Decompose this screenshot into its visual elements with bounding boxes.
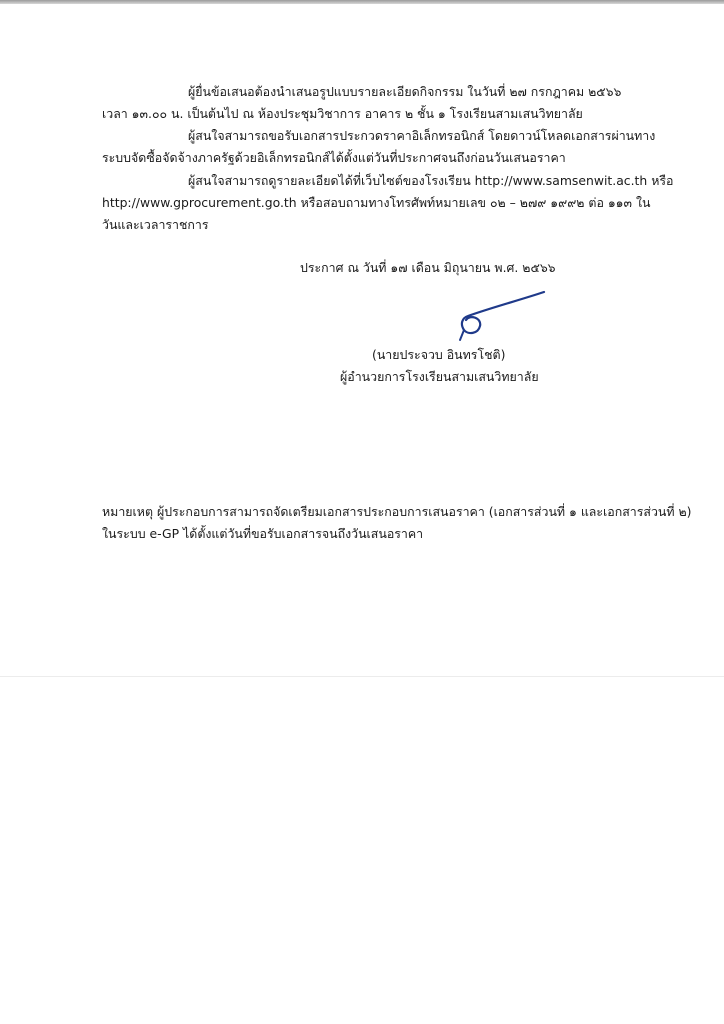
signer-name: (นายประจวบ อินทรโชติ) [372,347,506,362]
signer-position: ผู้อำนวยการโรงเรียนสามเสนวิทยาลัย [340,369,539,384]
paragraph-2-line-1: ผู้สนใจสามารถขอรับเอกสารประกวดราคาอิเล็กทรอนิกส์ โดยดาวน์โหลดเอกสารผ่านทาง [188,128,656,143]
note-line-1: หมายเหตุ ผู้ประกอบการสามารถจัดเตรียมเอกสารประกอบการเสนอราคา (เอกสารส่วนที่ ๑ และเอกสารส่วนที่ ๒) [102,504,692,519]
signature-image [440,286,560,346]
page-fold-line [0,676,724,677]
note-line-2: ในระบบ e-GP ได้ตั้งแต่วันที่ขอรับเอกสารจนถึงวันเสนอราคา [102,526,424,541]
paragraph-3-line-3: วันและเวลาราชการ [102,217,209,232]
paragraph-1-line-1: ผู้ยื่นข้อเสนอต้องนำเสนอรูปแบบรายละเอียดกิจกรรม ในวันที่ ๒๗ กรกฎาคม ๒๕๖๖ [188,84,622,99]
paragraph-3-line-2: http://www.gprocurement.go.th หรือสอบถามทางโทรศัพท์หมายเลข ๐๒ – ๒๗๙ ๑๙๙๒ ต่อ ๑๑๓ ใน [102,195,651,210]
scan-edge [0,0,724,4]
paragraph-2-line-2: ระบบจัดซื้อจัดจ้างภาครัฐด้วยอิเล็กทรอนิกส์ได้ตั้งแต่วันที่ประกาศจนถึงก่อนวันเสนอราคา [102,150,566,165]
announcement-date: ประกาศ ณ วันที่ ๑๗ เดือน มิถุนายน พ.ศ. ๒๕๖๖ [300,260,556,275]
paragraph-3-line-1: ผู้สนใจสามารถดูรายละเอียดได้ที่เว็บไซต์ของโรงเรียน http://www.samsenwit.ac.th หรือ [188,173,674,188]
paragraph-1-line-2: เวลา ๑๓.๐๐ น. เป็นต้นไป ณ ห้องประชุมวิชาการ อาคาร ๒ ชั้น ๑ โรงเรียนสามเสนวิทยาลัย [102,106,583,121]
